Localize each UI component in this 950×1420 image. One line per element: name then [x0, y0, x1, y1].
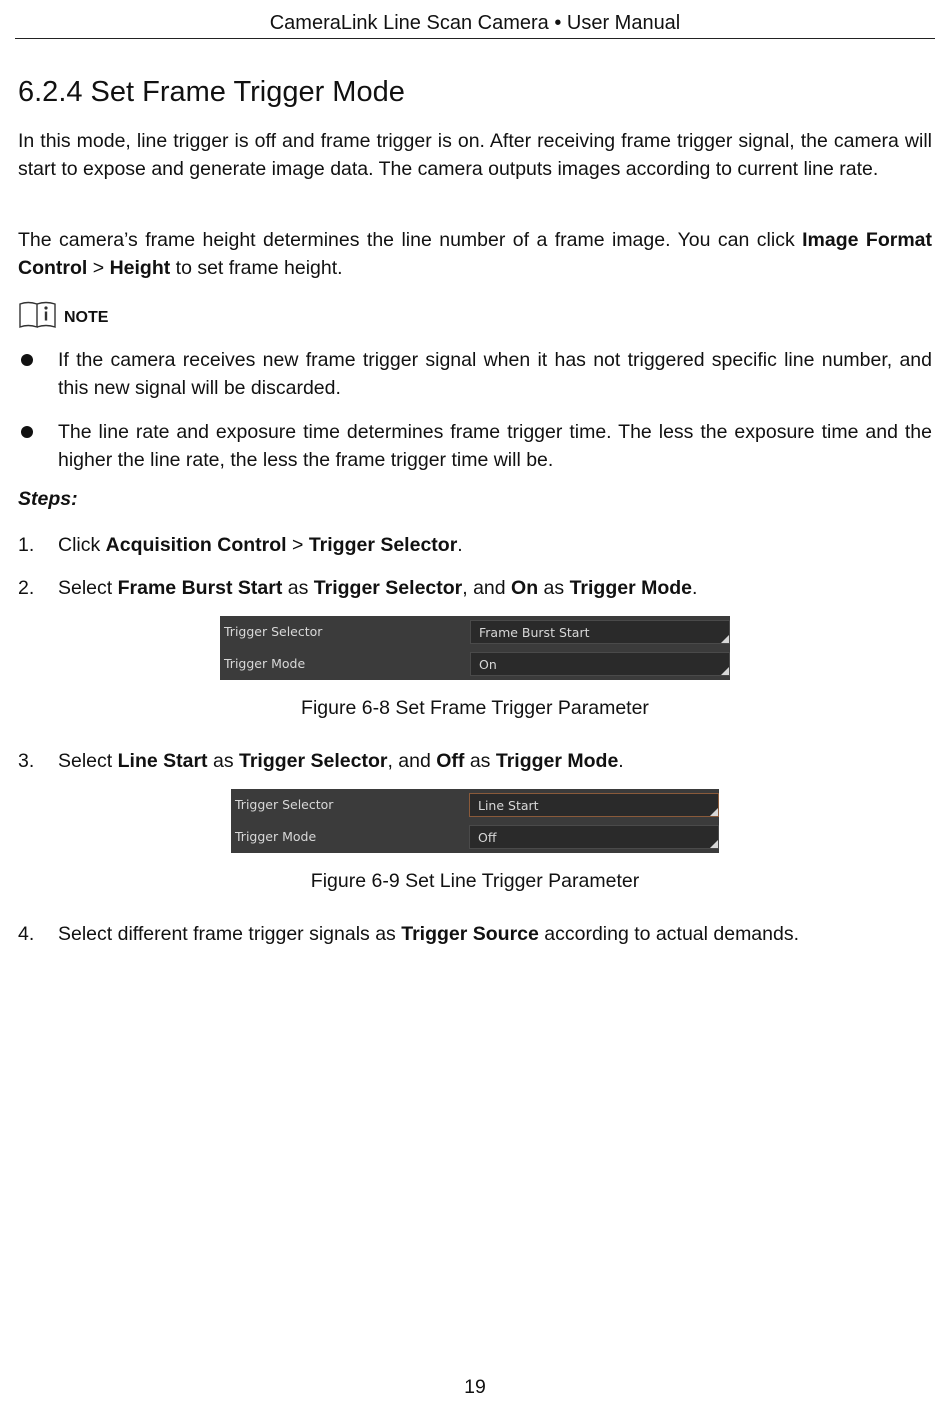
line-trigger-parameter-panel: [231, 789, 719, 853]
trigger-mode-row: [220, 648, 730, 680]
bullet-dot: [21, 426, 33, 438]
note-bullet: [18, 346, 932, 402]
bullet-dot: [21, 354, 33, 366]
intro-paragraph: In this mode, line trigger is off and frame trigger is on. After receiving frame trigger signal, the camera will start to expose and generate image data. The camera outputs images according to current line rate.: [18, 130, 932, 180]
section-title: 6.2.4 Set Frame Trigger Mode: [18, 76, 405, 108]
trigger-selector-label: Trigger Selector: [224, 624, 323, 639]
image-format-control-ref: Image Format Control: [18, 229, 932, 279]
dropdown-arrow-icon: [710, 808, 718, 816]
trigger-mode-dropdown[interactable]: On: [470, 652, 730, 676]
frame-height-paragraph: The camera’s frame height determines the line number of a frame image. You can click Image Format Control > Height to set frame height.: [18, 229, 932, 279]
note-bullet: [18, 418, 932, 474]
dropdown-arrow-icon: [721, 635, 729, 643]
figure-caption: Figure 6-8 Set Frame Trigger Parameter: [301, 697, 649, 719]
note-label: NOTE: [64, 309, 109, 326]
note-book-icon: [18, 299, 58, 329]
trigger-mode-label: Trigger Mode: [224, 656, 306, 671]
trigger-mode-row: [231, 821, 719, 853]
dropdown-arrow-icon: [710, 840, 718, 848]
dropdown-arrow-icon: [721, 667, 729, 675]
trigger-selector-row: [231, 789, 719, 821]
page-number: 19: [464, 1376, 486, 1398]
trigger-selector-dropdown[interactable]: Line Start: [469, 793, 719, 817]
steps-label: Steps:: [18, 488, 78, 510]
figure-caption: Figure 6-9 Set Line Trigger Parameter: [310, 870, 640, 892]
trigger-mode-dropdown[interactable]: Off: [469, 825, 719, 849]
trigger-selector-row: [220, 616, 730, 648]
frame-trigger-parameter-panel: [220, 616, 730, 680]
note-callout: [18, 298, 108, 330]
bullet-text: The line rate and exposure time determines frame trigger time. The less the exposure time and the higher the line rate, the less the frame trigger time will be.: [58, 421, 932, 471]
trigger-selector-label: Trigger Selector: [235, 797, 334, 812]
height-ref: Height: [109, 257, 171, 279]
trigger-mode-label: Trigger Mode: [235, 829, 317, 844]
trigger-selector-dropdown[interactable]: Frame Burst Start: [470, 620, 730, 644]
bullet-text: If the camera receives new frame trigger signal when it has not triggered specific line number, and this new signal will be discarded.: [58, 349, 932, 399]
page-header: CameraLink Line Scan Camera • User Manual: [15, 8, 935, 39]
